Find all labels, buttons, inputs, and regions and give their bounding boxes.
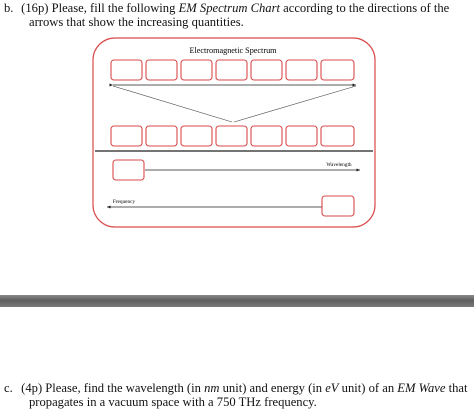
ev-unit: eV: [325, 381, 339, 395]
top-box-5[interactable]: [251, 60, 282, 80]
nm-unit: nm: [204, 381, 220, 395]
question-c-text-a: (4p) Please, find the wavelength (in: [21, 381, 205, 395]
question-c-text-b: unit) and energy (in: [219, 381, 326, 395]
question-b-text: (16p) Please, fill the following: [21, 1, 179, 15]
top-box-6[interactable]: [286, 60, 317, 80]
question-b-text-end: according to the directions of the: [280, 1, 450, 15]
middle-box-1[interactable]: [111, 126, 142, 146]
middle-box-2[interactable]: [146, 126, 177, 146]
chart-title: Electromagnetic Spectrum: [189, 46, 277, 55]
top-box-2[interactable]: [146, 60, 177, 80]
question-c-text-c: unit) of an: [338, 381, 398, 395]
question-c: [4, 381, 472, 409]
frequency-start-box[interactable]: [322, 196, 354, 216]
question-b-letter: b.: [4, 1, 14, 15]
connector-right: [234, 86, 356, 122]
frequency-label: Frequency: [112, 199, 136, 205]
wavelength-start-box[interactable]: [113, 160, 144, 180]
section-divider: [0, 295, 474, 307]
em-wave-term: EM Wave: [397, 381, 446, 395]
wavelength-label: Wavelength: [326, 162, 352, 168]
middle-box-3[interactable]: [181, 126, 212, 146]
em-spectrum-chart-term: EM Spectrum Chart: [178, 1, 281, 15]
question-b-line2: arrows that show the increasing quantities.: [29, 15, 244, 29]
question-c-line1: [4, 381, 472, 395]
top-box-row: [111, 60, 354, 80]
question-c-text-d: that: [445, 381, 468, 395]
top-box-1[interactable]: [111, 60, 142, 80]
middle-box-4[interactable]: [216, 126, 247, 146]
chart-frame: [93, 38, 375, 227]
top-box-7[interactable]: [321, 60, 354, 80]
middle-box-5[interactable]: [251, 126, 282, 146]
middle-box-7[interactable]: [321, 126, 354, 146]
top-box-3[interactable]: [181, 60, 212, 80]
connector-left: [113, 86, 232, 122]
middle-box-6[interactable]: [286, 126, 317, 146]
middle-box-row: [111, 126, 354, 146]
question-c-letter: c.: [4, 381, 13, 395]
top-box-4[interactable]: [216, 60, 247, 80]
question-c-line2: propagates in a vacuum space with a 750 THz frequency.: [29, 395, 317, 409]
